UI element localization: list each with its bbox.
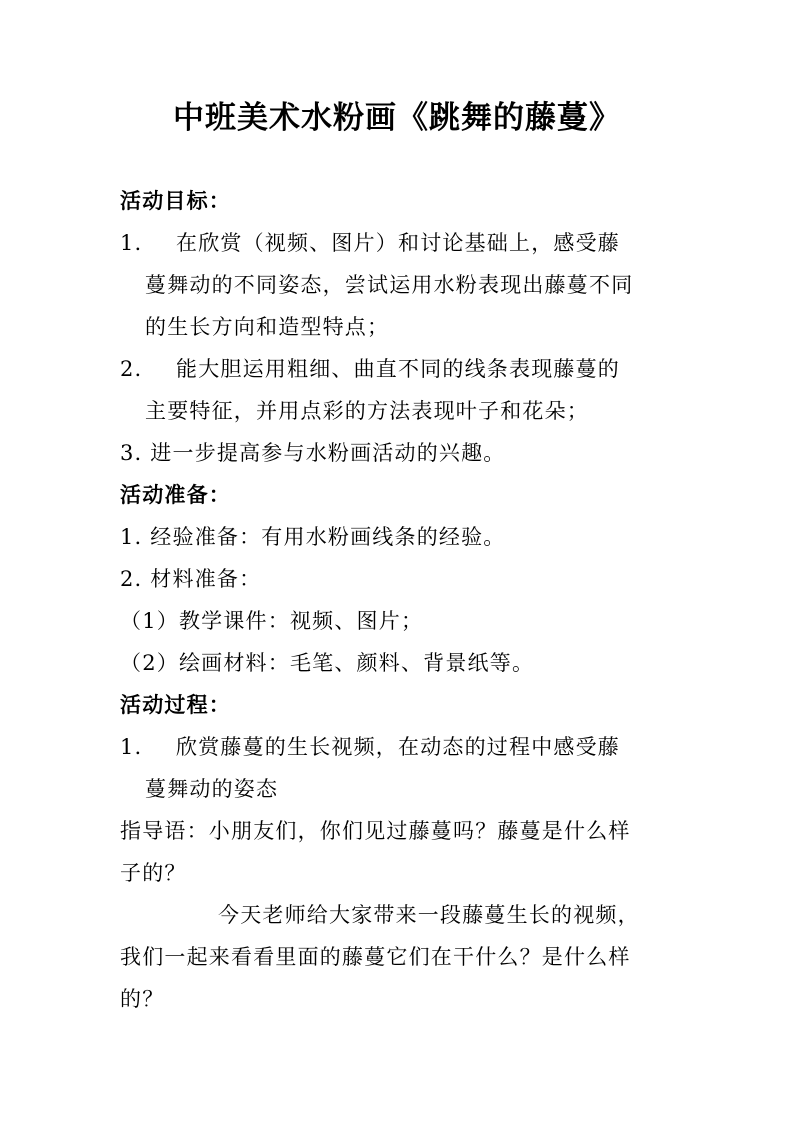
- narrative-line-2: 我们一起来看看里面的藤蔓它们在干什么？是什么样: [120, 945, 631, 969]
- goal-item-1-line-3: 的生长方向和造型特点；: [145, 315, 390, 339]
- goal-item-1-number: 1.: [120, 231, 143, 255]
- narrative-line-3: 的？: [120, 987, 165, 1011]
- heading-activity-preparation: 活动准备：: [120, 482, 231, 507]
- document-title: 中班美术水粉画《跳舞的藤蔓》: [173, 100, 621, 136]
- heading-activity-process: 活动过程：: [120, 692, 231, 717]
- goal-item-1-line-1: 在欣赏（视频、图片）和讨论基础上，感受藤: [176, 231, 620, 255]
- prep-subitem-1: （1）教学课件：视频、图片；: [120, 609, 424, 633]
- prep-subitem-2: （2）绘画材料：毛笔、颜料、背景纸等。: [120, 651, 535, 675]
- goal-item-2-line-2: 主要特征，并用点彩的方法表现叶子和花朵；: [145, 399, 589, 423]
- goal-item-3: 3. 进一步提高参与水粉画活动的兴趣。: [120, 441, 506, 465]
- goal-item-1-line-2: 蔓舞动的不同姿态，尝试运用水粉表现出藤蔓不同: [145, 273, 634, 297]
- process-item-1-line-2: 蔓舞动的姿态: [145, 777, 279, 801]
- guidance-line-1: 指导语：小朋友们，你们见过藤蔓吗？藤蔓是什么样: [120, 819, 631, 843]
- prep-item-2: 2. 材料准备：: [120, 567, 262, 591]
- process-item-1-number: 1.: [120, 735, 143, 759]
- process-item-1-line-1: 欣赏藤蔓的生长视频，在动态的过程中感受藤: [176, 735, 620, 759]
- goal-item-2-number: 2.: [120, 357, 143, 381]
- heading-activity-goals: 活动目标：: [120, 188, 231, 213]
- guidance-line-2: 子的？: [120, 861, 187, 885]
- goal-item-2-line-1: 能大胆运用粗细、曲直不同的线条表现藤蔓的: [176, 357, 620, 381]
- narrative-line-1: 今天老师给大家带来一段藤蔓生长的视频，: [218, 903, 640, 927]
- prep-item-1: 1. 经验准备：有用水粉画线条的经验。: [120, 525, 506, 549]
